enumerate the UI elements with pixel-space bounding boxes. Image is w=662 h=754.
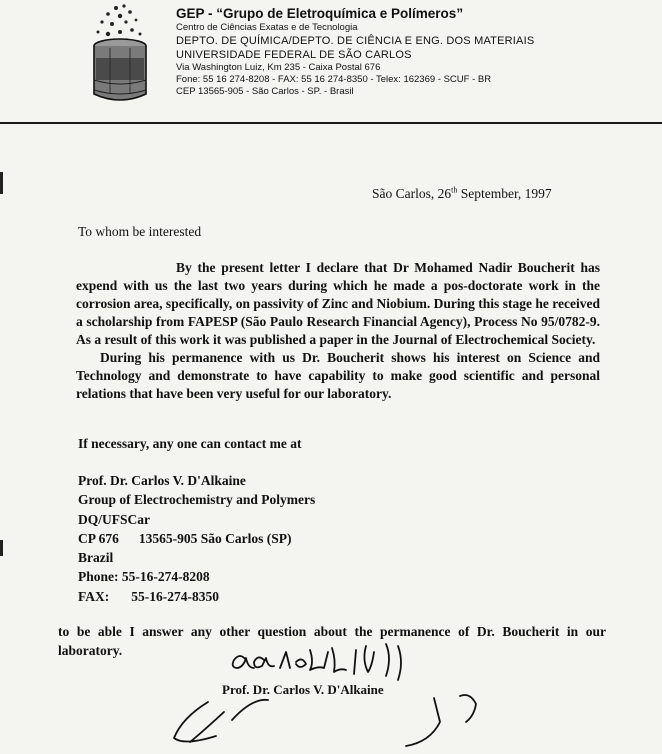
margin-mark [0,172,3,194]
salutation: To whom be interested [78,224,202,239]
body-paragraph: During his permanence with us Dr. Boucherit shows his interest on Science and Technology and demonstrate to have capability to make good scientific and personal relations that have been very useful for our laboratory. [76,350,600,401]
contact-group: Group of Electrochemistry and Polymers [78,492,316,508]
letterhead-phones: Fone: 55 16 274-8208 - FAX: 55 16 274-8350 - Telex: 162369 - SCUF - BR [176,74,492,85]
contact-address [78,471,315,606]
letterhead-center: Centro de Ciências Exatas e de Tecnologia [176,22,358,33]
contact-intro: If necessary, any one can contact me at [78,436,302,451]
contact-dept: DQ/UFSCar [78,511,150,527]
closing-text: to be able I answer any other question about the permanence of Dr. Boucherit in our laboratory. [58,624,606,658]
body-paragraph: By the present letter I declare that Dr Mohamed Nadir Boucherit has expend with us the last two years during which he made a pos-doctorate work in the corrosion area, specifically, on passivity of Zinc and Niobium. During this stage he received a scholarship from FAPESP (São Paulo Research Financial Agency), Process No 95/0782-9. As a result of this work it was published a paper in the Journal of Electrochemical Society. [76,260,600,347]
gep-logo-icon [80,2,160,110]
contact-fax-number: 55-16-274-8350 [131,588,219,604]
letter-body [76,259,600,403]
contact-name: Prof. Dr. Carlos V. D'Alkaine [78,473,246,488]
letterhead-title: GEP - “Grupo de Eletroquímica e Polímeros” [176,6,464,21]
letterhead-divider [0,122,662,124]
contact-country: Brazil [78,550,114,566]
letterhead-department: DEPTO. DE QUÍMICA/DEPTO. DE CIÊNCIA E ENG. DOS MATERIAIS [176,35,535,47]
contact-city: 13565-905 São Carlos (SP) [138,530,292,546]
letterhead-postal: CEP 13565-905 - São Carlos - SP. - Brasil [176,86,354,97]
letterhead [176,6,646,98]
date-ordinal: th [451,185,458,195]
contact-cp-line [78,529,315,548]
letterhead-university: UNIVERSIDADE FEDERAL DE SÃO CARLOS [176,49,412,61]
contact-fax-line [78,587,315,606]
date-month-year: September, 1997 [457,186,552,201]
contact-cp: CP 676 [78,530,119,546]
contact-fax-label: FAX: [78,588,110,604]
signature-printed-name: Prof. Dr. Carlos V. D'Alkaine [222,682,384,697]
margin-mark [0,540,3,556]
letterhead-address: Via Washington Luiz, Km 235 - Caixa Postal 676 [176,62,381,73]
date-day: São Carlos, 26 [372,186,452,201]
contact-phone: Phone: 55-16-274-8208 [78,569,210,585]
letter-date [372,186,552,202]
